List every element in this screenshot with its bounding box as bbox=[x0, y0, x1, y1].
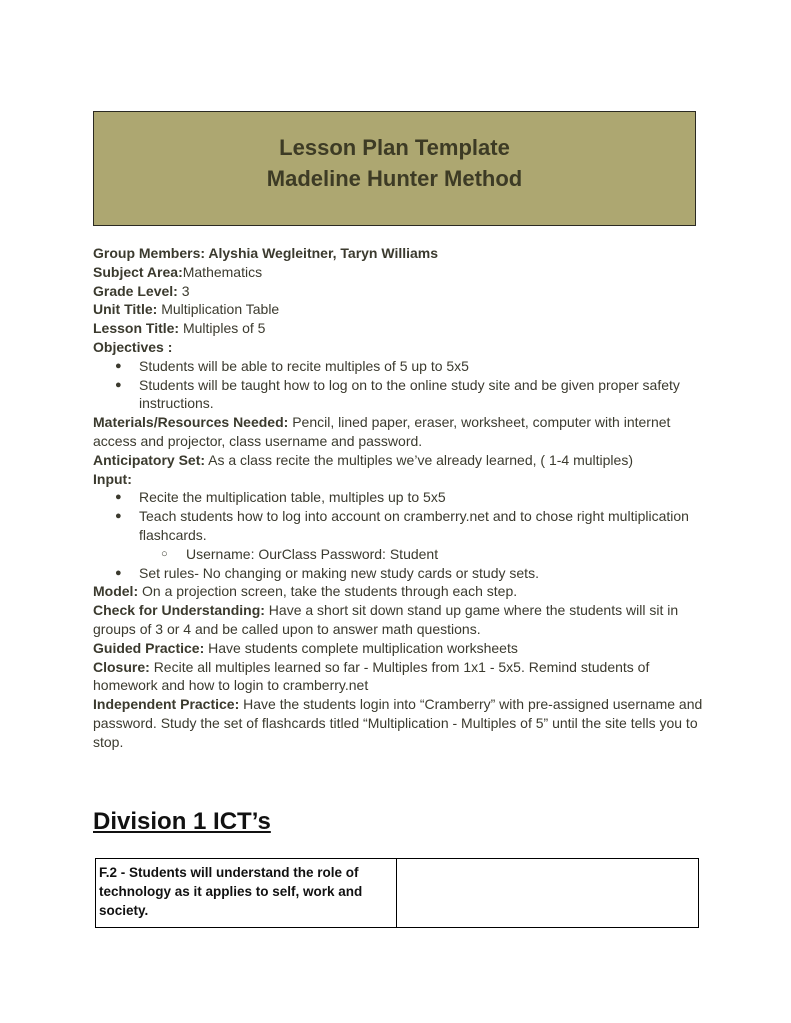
list-item: ● Set rules- No changing or making new study cards or study sets. bbox=[93, 564, 703, 583]
input-list-cont bbox=[93, 564, 703, 583]
list-item: ● Students will be able to recite multiples of 5 up to 5x5 bbox=[93, 357, 703, 376]
division-heading: Division 1 ICT’s bbox=[93, 808, 271, 835]
lesson-title-label: Lesson Title: bbox=[93, 320, 180, 337]
closure-label: Closure: bbox=[93, 658, 150, 675]
anticipatory-value: As a class recite the multiples we’ve already learned, ( 1-4 multiples) bbox=[208, 451, 633, 468]
materials-label: Materials/Resources Needed: bbox=[93, 414, 289, 431]
subject-area-label: Subject Area: bbox=[93, 263, 183, 280]
closure bbox=[93, 658, 703, 696]
closure-value: Recite all multiples learned so far - Multiples from 1x1 - 5x5. Remind students of homework and how to login to cramberry.net bbox=[93, 658, 650, 694]
check-label: Check for Understanding: bbox=[93, 602, 265, 619]
objectives-heading bbox=[93, 338, 703, 357]
input-list bbox=[93, 488, 703, 544]
subject-area-value: Mathematics bbox=[182, 263, 263, 280]
objectives-list bbox=[93, 357, 703, 413]
input-sublist bbox=[93, 545, 703, 564]
anticipatory-label: Anticipatory Set: bbox=[93, 451, 206, 468]
objectives-label: Objectives : bbox=[93, 338, 173, 355]
guided-practice bbox=[93, 639, 703, 658]
input-label: Input: bbox=[93, 470, 132, 487]
check-for-understanding bbox=[93, 601, 703, 639]
ict-table bbox=[95, 858, 699, 928]
ict-outcome-cell: F.2 - Students will understand the role of technology as it applies to self, work and society. bbox=[96, 859, 397, 928]
unit-title-value: Multiplication Table bbox=[161, 301, 280, 318]
guided-label: Guided Practice: bbox=[93, 639, 205, 656]
list-item: ● Recite the multiplication table, multiples up to 5x5 bbox=[93, 488, 703, 507]
guided-value: Have students complete multiplication worksheets bbox=[208, 639, 518, 656]
grade-level-label: Grade Level: bbox=[93, 282, 178, 299]
group-members-text: Group Members: Alyshia Wegleitner, Taryn Williams bbox=[93, 245, 439, 261]
model-label: Model: bbox=[93, 583, 139, 600]
grade-level-value: 3 bbox=[181, 282, 190, 299]
unit-title-label: Unit Title: bbox=[93, 301, 158, 318]
model bbox=[93, 582, 703, 601]
lesson-plan-body bbox=[93, 244, 703, 752]
model-value: On a projection screen, take the students through each step. bbox=[142, 583, 518, 600]
table-row bbox=[96, 859, 699, 928]
list-item: ● Students will be taught how to log on to the online study site and be given proper safety instructions. bbox=[93, 376, 703, 414]
grade-level bbox=[93, 282, 703, 301]
list-item: ○ Username: OurClass Password: Student bbox=[93, 545, 703, 564]
header-banner bbox=[93, 111, 696, 226]
lesson-title-value: Multiples of 5 bbox=[182, 320, 266, 337]
subject-area bbox=[93, 263, 703, 282]
independent-value: Have the students login into “Cramberry” with pre-assigned username and password. Study the set of flashcards titled “Multiplication - Multiples of 5” until the site tells you to stop. bbox=[93, 696, 703, 750]
independent-practice bbox=[93, 695, 703, 751]
method-title: Madeline Hunter Method bbox=[266, 166, 523, 191]
lesson-title bbox=[93, 319, 703, 338]
check-value: Have a short sit down stand up game where the students will sit in groups of 3 or 4 and be called upon to answer math questions. bbox=[93, 602, 679, 637]
group-members bbox=[93, 244, 703, 263]
materials bbox=[93, 413, 703, 451]
input-heading bbox=[93, 470, 703, 489]
list-item: ● Teach students how to log into account on cramberry.net and to chose right multiplication flashcards. bbox=[93, 507, 703, 545]
ict-empty-cell bbox=[397, 859, 699, 928]
template-title: Lesson Plan Template bbox=[279, 135, 510, 160]
unit-title bbox=[93, 300, 703, 319]
independent-label: Independent Practice: bbox=[93, 696, 240, 713]
materials-value: Pencil, lined paper, eraser, worksheet, computer with internet access and projector, class username and password. bbox=[93, 414, 671, 449]
anticipatory-set bbox=[93, 451, 703, 470]
